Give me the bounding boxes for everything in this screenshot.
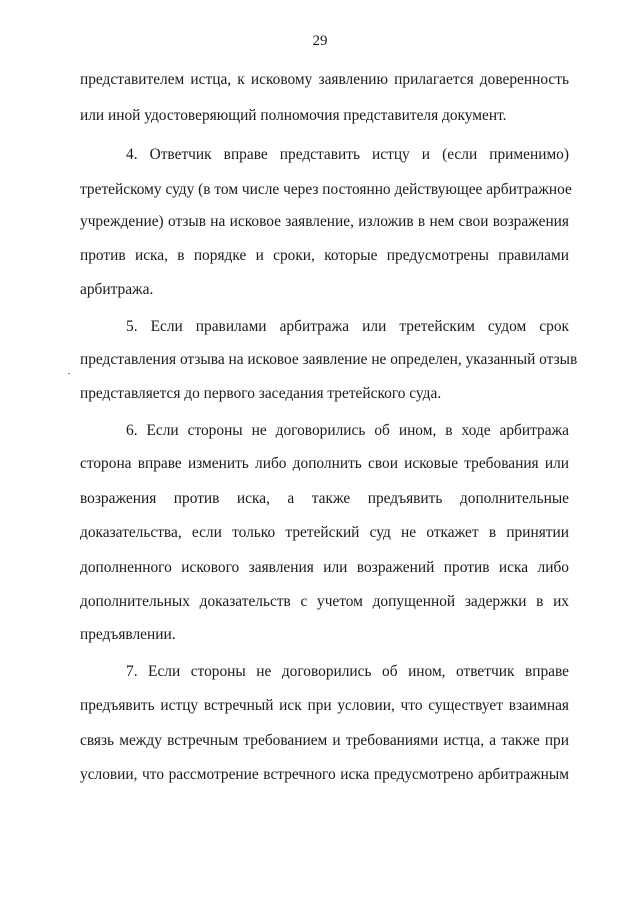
paragraph-6-start: 6. Если стороны не договорились об ином, в ходе арбитража (126, 422, 569, 439)
text-line: третейскому суду (в том числе через постоянно действующее арбитражное (80, 181, 572, 198)
text-line: учреждение) отзыв на исковое заявление, изложив в нем свои возражения (80, 213, 569, 230)
paragraph-7-start: 7. Если стороны не договорились об ином, ответчик вправе (126, 663, 569, 680)
text-line: арбитража. (80, 281, 154, 298)
text-line: связь между встречным требованием и требованиями истца, а также при (80, 732, 569, 749)
text-line: дополненного искового заявления или возражений против иска либо (80, 559, 569, 576)
text-line: представляется до первого заседания третейского суда. (80, 385, 442, 402)
text-line: доказательства, если только третейский суд не откажет в принятии (80, 524, 569, 541)
paragraph-5-start: 5. Если правилами арбитража или третейским судом срок (126, 318, 569, 335)
page-number: 29 (312, 33, 328, 49)
text-line: или иной удостоверяющий полномочия представителя документ. (80, 107, 507, 124)
paragraph-4-start: 4. Ответчик вправе представить истцу и (если применимо) (126, 146, 569, 163)
text-line: представления отзыва на исковое заявление не определен, указанный отзыв (80, 351, 578, 368)
text-line: предъявить истцу встречный иск при условии, что существует взаимная (80, 697, 569, 714)
text-line: дополнительных доказательств с учетом допущенной задержки в их (80, 593, 569, 610)
text-line: представителем истца, к исковому заявлению прилагается доверенность (80, 71, 569, 88)
text-line: сторона вправе изменить либо дополнить свои исковые требования или (80, 455, 569, 472)
text-line: предъявлении. (80, 626, 176, 643)
text-line: условии, что рассмотрение встречного иска предусмотрено арбитражным (80, 766, 569, 783)
text-line: возражения против иска, а также предъявить дополнительные (80, 490, 569, 507)
scan-speck (68, 373, 70, 374)
text-line: против иска, в порядке и сроки, которые предусмотрены правилами (80, 247, 569, 264)
